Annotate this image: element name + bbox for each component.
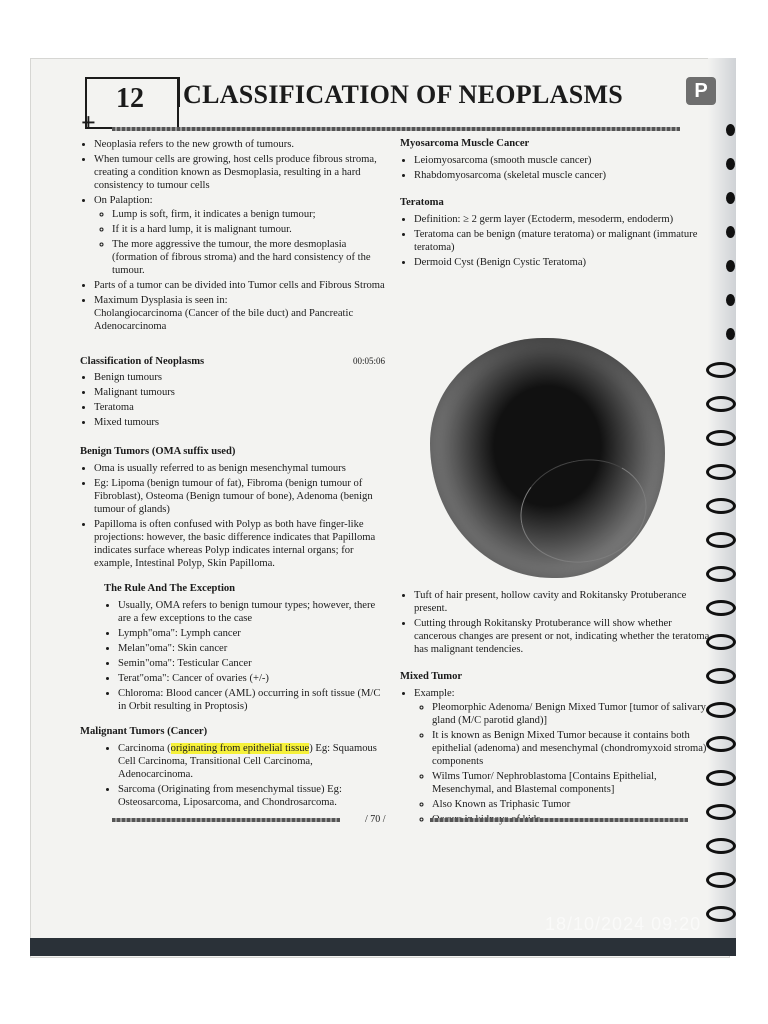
list-item: • Cutting through Rokitansky Protuberance will show whether cancerous changes are present or not, indicating whether the teratoma has malignant tendencies.	[414, 617, 710, 656]
list-item: • Benign tumours	[94, 371, 385, 384]
binding-ring	[706, 906, 736, 922]
list-item: • Eg: Lipoma (benign tumour of fat), Fibroma (benign tumour of Fibroblast), Osteoma (Benign tumour of bone), Adenoma (benign tumour of glands)	[94, 477, 385, 516]
chapter-number: 12	[116, 83, 144, 114]
list-item: • Dermoid Cyst (Benign Cystic Teratoma)	[414, 256, 710, 269]
list-item: • Usually, OMA refers to benign tumour types; however, there are a few exceptions to the case	[118, 599, 385, 625]
binding-hole	[726, 158, 735, 170]
mixed-examples	[414, 701, 710, 826]
binding-hole	[726, 294, 735, 306]
list-item: • When tumour cells are growing, host cells produce fibrous stroma, creating a condition known as Desmoplasia, resulting in a hard consistency to tumour cells	[94, 153, 385, 192]
mixed-tumor-list	[400, 687, 710, 826]
list-item: • Parts of a tumor can be divided into Tumor cells and Fibrous Stroma	[94, 279, 385, 292]
list-item: • Lymph"oma": Lymph cancer	[118, 627, 385, 640]
list-item: • Chloroma: Blood cancer (AML) occurring in soft tissue (M/C in Orbit resulting in Proptosis)	[118, 687, 385, 713]
binding-ring	[706, 498, 736, 514]
list-item	[414, 687, 710, 826]
date-stamp: 18/10/2024 09:20	[545, 914, 702, 934]
binding-ring	[706, 600, 736, 616]
list-item	[94, 294, 385, 333]
myosarcoma-list	[400, 154, 710, 182]
list-item: • Teratoma can be benign (mature teratoma) or malignant (immature teratoma)	[414, 228, 710, 254]
binding-ring	[706, 396, 736, 412]
rule-heading: The Rule And The Exception	[104, 583, 236, 594]
binding-ring	[706, 770, 736, 786]
classification-heading-row	[80, 355, 385, 368]
example-label: Example:	[414, 688, 455, 699]
binding-ring	[706, 532, 736, 548]
list-item: • Melan"oma": Skin cancer	[118, 642, 385, 655]
teratoma-heading: Teratoma	[400, 197, 444, 208]
binding-ring	[706, 804, 736, 820]
palpation-label: On Palaption:	[94, 195, 153, 206]
timestamp: 00:05:06	[352, 356, 385, 366]
list-item: • Mixed tumours	[94, 416, 385, 429]
publisher-logo: P	[686, 77, 716, 105]
benign-list	[80, 462, 385, 570]
left-column	[80, 137, 385, 811]
list-item: • Leiomyosarcoma (smooth muscle cancer)	[414, 154, 710, 167]
list-item: • Teratoma	[94, 401, 385, 414]
list-item: ◦ Wilms Tumor/ Nephroblastoma [Contains Epithelial, Mesenchymal, and Blastemal components]	[432, 770, 710, 796]
dysplasia-detail: Cholangiocarcinoma (Cancer of the bile duct) and Pancreatic Adenocarcinoma	[94, 308, 354, 332]
binding-hole	[726, 192, 735, 204]
list-item: ◦ Pleomorphic Adenoma/ Benign Mixed Tumor [tumor of salivary gland (M/C parotid gland)]	[432, 701, 710, 727]
photo-notes-list	[400, 589, 710, 656]
carcinoma-prefix: Carcinoma (	[118, 743, 171, 754]
benign-heading: Benign Tumors (OMA suffix used)	[80, 446, 236, 457]
list-item: • Malignant tumours	[94, 386, 385, 399]
list-item: ◦ Lump is soft, firm, it indicates a benign tumour;	[112, 208, 385, 221]
carcinoma-suffix: ) Eg: Squamous Cell Carcinoma, Transitional Cell Carcinoma, Adenocarcinoma.	[118, 743, 377, 780]
binding-hole	[726, 226, 735, 238]
right-column	[400, 137, 710, 271]
classification-heading: Classification of Neoplasms	[80, 356, 205, 367]
myosarcoma-heading: Myosarcoma Muscle Cancer	[400, 138, 530, 149]
list-item: • Rhabdomyosarcoma (skeletal muscle cancer)	[414, 169, 710, 182]
chapter-title: CLASSIFICATION OF NEOPLASMS	[183, 80, 624, 109]
palpation-list	[94, 208, 385, 277]
page-number: / 70 /	[365, 814, 386, 825]
rule-list	[80, 599, 385, 713]
classification-list	[80, 371, 385, 429]
footer-rule-right	[430, 818, 688, 822]
binding-ring	[706, 430, 736, 446]
list-item: ◦ If it is a hard lump, it is malignant tumour.	[112, 223, 385, 236]
binding-ring	[706, 838, 736, 854]
dysplasia-label: Maximum Dysplasia is seen in:	[94, 295, 228, 306]
binding-ring	[706, 464, 736, 480]
list-item: ◦ The more aggressive the tumour, the more desmoplasia (formation of fibrous stroma) and the hard consistency of the tumour.	[112, 238, 385, 277]
binding-ring	[706, 736, 736, 752]
binding-ring	[706, 668, 736, 684]
list-item: • Definition: ≥ 2 germ layer (Ectoderm, mesoderm, endoderm)	[414, 213, 710, 226]
list-item: ◦ Also Known as Triphasic Tumor	[432, 798, 710, 811]
binding-ring	[706, 634, 736, 650]
binding-ring	[706, 566, 736, 582]
binding-ring	[706, 702, 736, 718]
mixed-tumor-heading: Mixed Tumor	[400, 671, 463, 682]
right-column-lower	[400, 588, 710, 828]
header-rule	[112, 127, 680, 131]
list-item	[118, 742, 385, 781]
footer-rule-left	[112, 818, 340, 822]
plus-mark-icon: +	[81, 108, 96, 137]
binding-hole	[726, 260, 735, 272]
list-item	[94, 194, 385, 277]
list-item: • Tuft of hair present, hollow cavity and Rokitansky Protuberance present.	[414, 589, 710, 615]
title-divider	[178, 77, 180, 107]
list-item: • Neoplasia refers to the new growth of tumours.	[94, 138, 385, 151]
intro-list	[80, 138, 385, 333]
list-item: • Sarcoma (Originating from mesenchymal tissue) Eg: Osteosarcoma, Liposarcoma, and Chondrosarcoma.	[118, 783, 385, 809]
binding-ring	[706, 362, 736, 378]
malignant-list	[80, 742, 385, 809]
binding-hole	[726, 328, 735, 340]
highlighted-text: originating from epithelial tissue	[170, 743, 310, 754]
list-item: • Papilloma is often confused with Polyp as both have finger-like projections: however, the basic difference indicates that Papilloma indicates surface whereas Polyp indicates internal organs; for example, Intestinal Polyp, Skin Papilloma.	[94, 518, 385, 570]
list-item: ◦ It is known as Benign Mixed Tumor because it contains both epithelial (adenoma) and mesenchymal (chondromyxoid stroma) components	[432, 729, 710, 768]
list-item: • Terat"oma": Cancer of ovaries (+/-)	[118, 672, 385, 685]
list-item: • Oma is usually referred to as benign mesenchymal tumours	[94, 462, 385, 475]
page-bottom-shadow	[30, 938, 736, 956]
binding-hole	[726, 124, 735, 136]
binding-ring	[706, 872, 736, 888]
teratoma-list	[400, 213, 710, 269]
list-item: • Semin"oma": Testicular Cancer	[118, 657, 385, 670]
malignant-heading: Malignant Tumors (Cancer)	[80, 726, 208, 737]
